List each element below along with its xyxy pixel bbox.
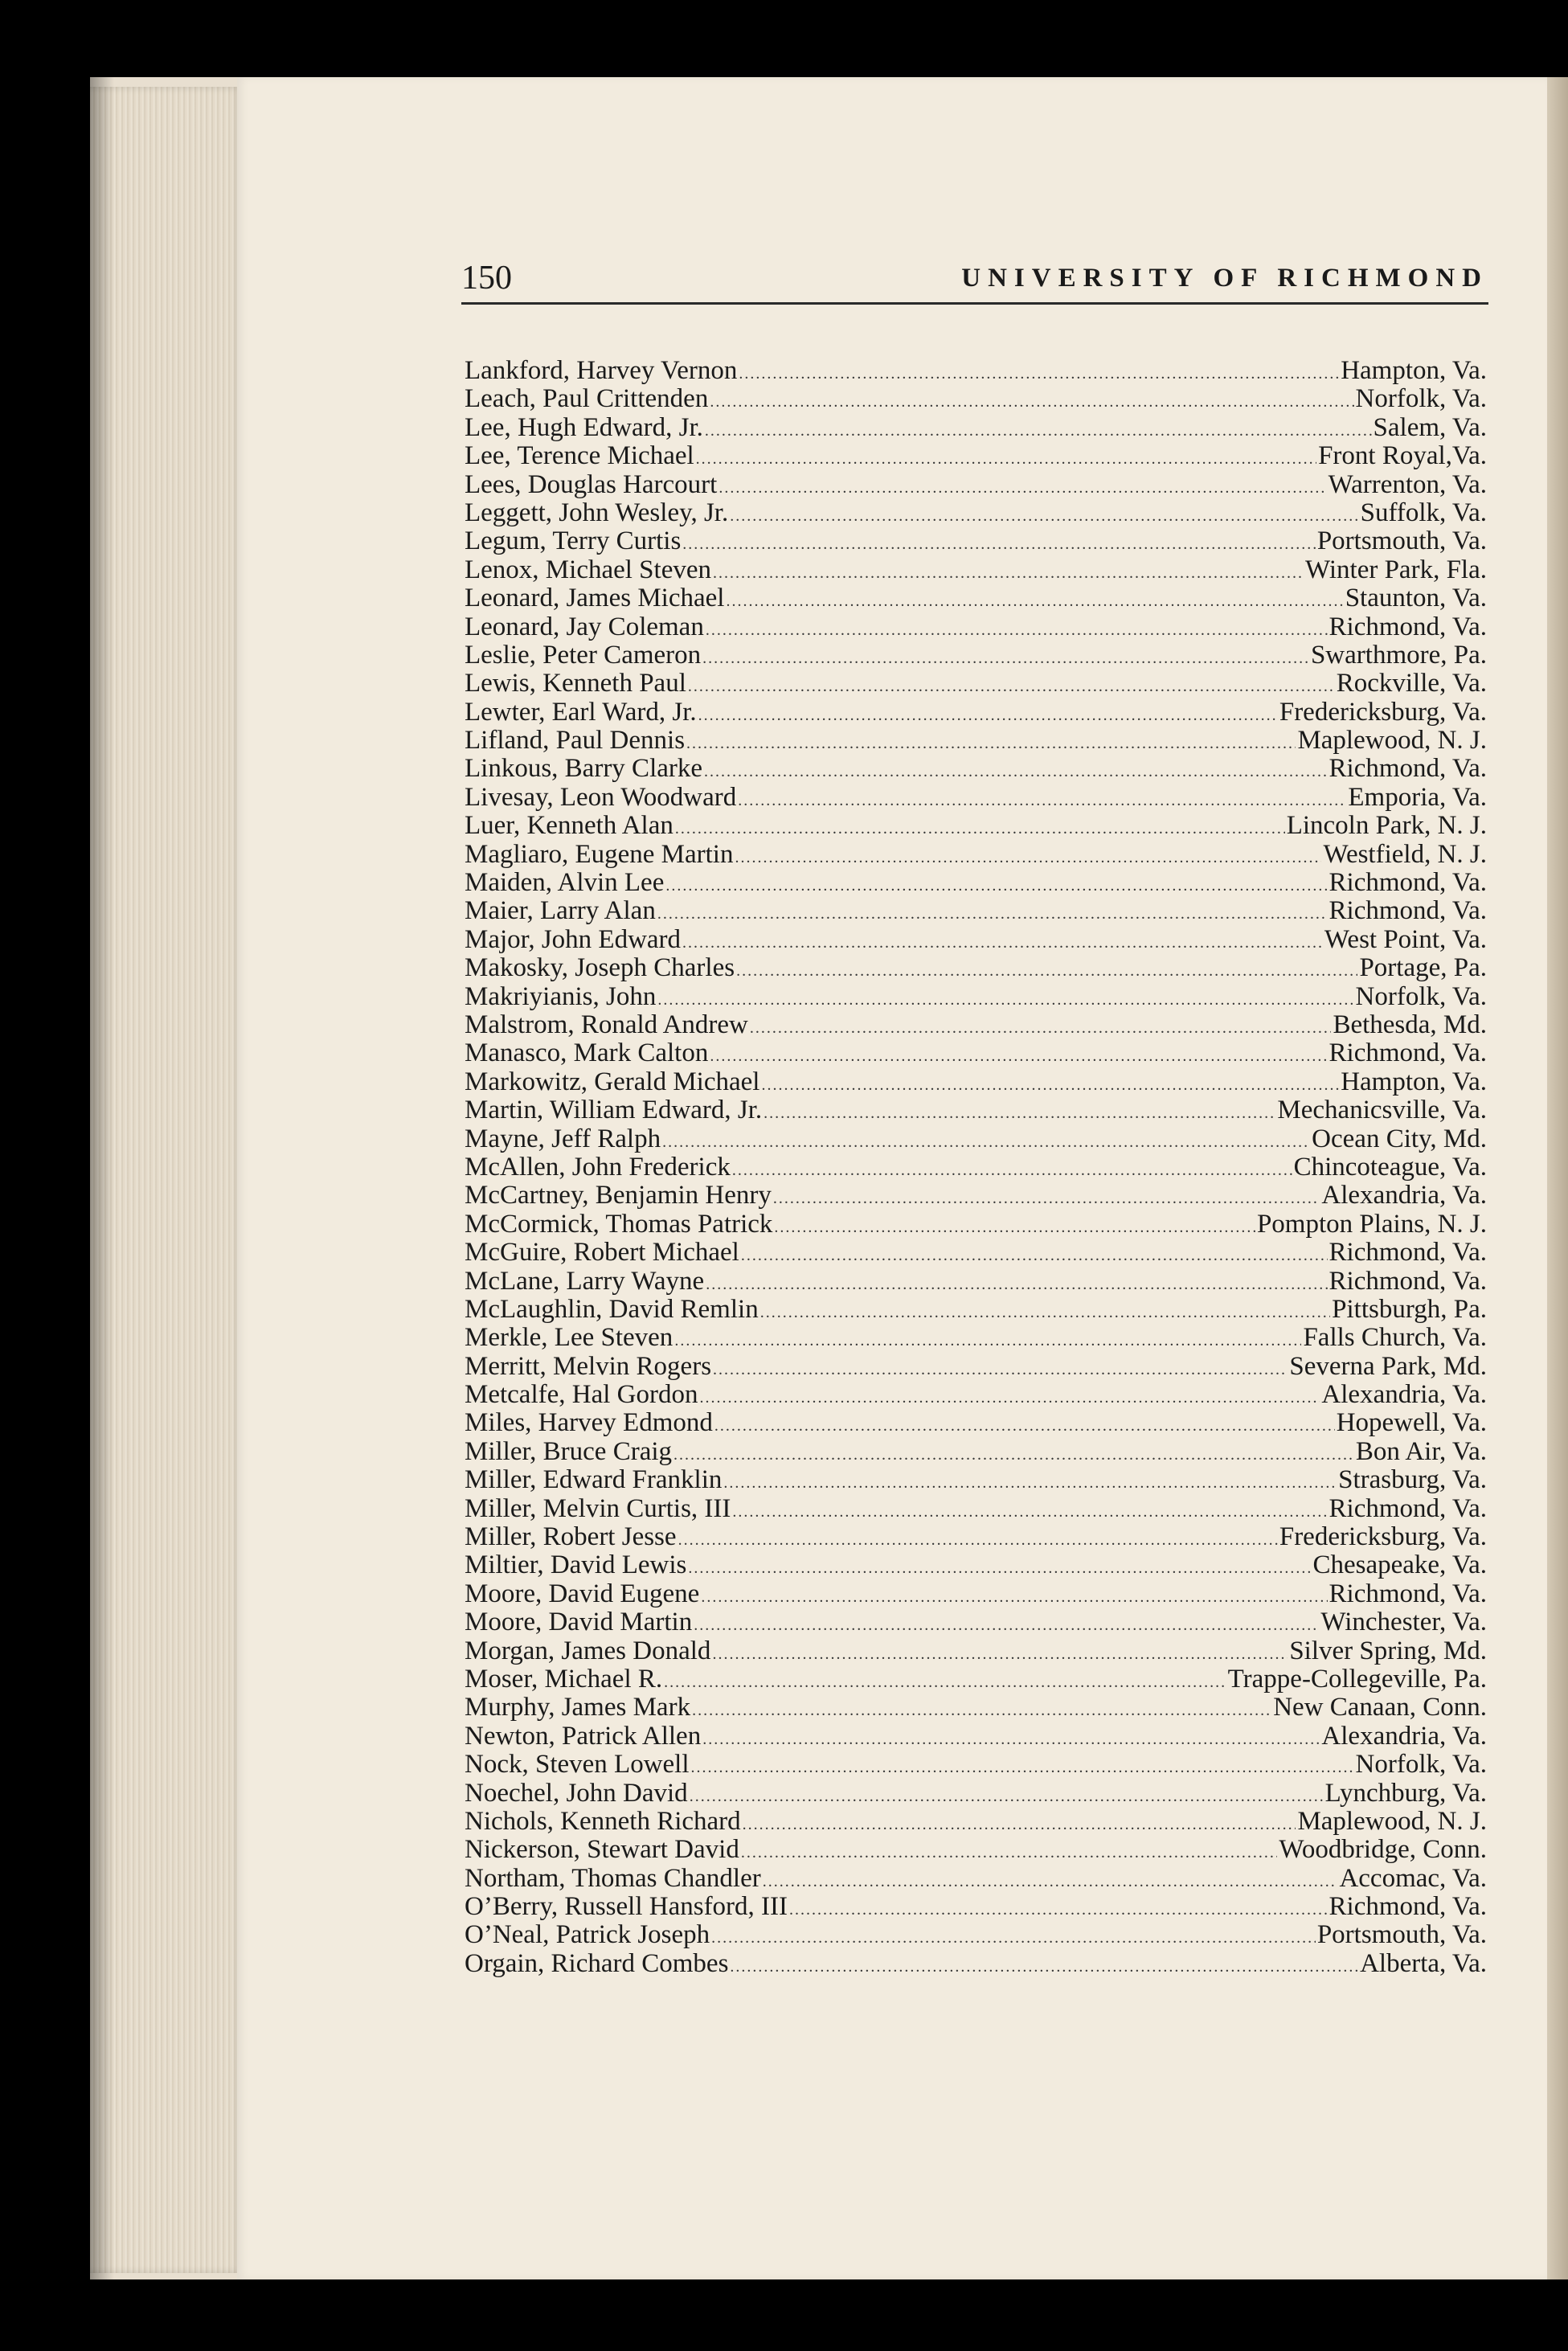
dot-leader bbox=[732, 1157, 1292, 1185]
entry-place: Fredericksburg, Va. bbox=[1279, 1522, 1487, 1552]
list-item bbox=[465, 471, 1487, 499]
entry-place: Alexandria, Va. bbox=[1321, 1721, 1487, 1751]
entry-place: Woodbridge, Conn. bbox=[1279, 1835, 1487, 1865]
entry-name: Lifland, Paul Dennis bbox=[465, 726, 686, 756]
entry-place: Severna Park, Md. bbox=[1289, 1351, 1487, 1381]
entry-name: Nickerson, Stewart David bbox=[465, 1835, 739, 1865]
entry-name: O’Neal, Patrick Joseph bbox=[465, 1920, 710, 1950]
list-item bbox=[465, 1608, 1487, 1636]
entry-name: McLaughlin, David Remlin bbox=[465, 1294, 759, 1324]
list-item bbox=[465, 1381, 1487, 1409]
entry-name: Moore, David Martin bbox=[465, 1608, 693, 1637]
entry-name: Leonard, Jay Coleman bbox=[465, 612, 704, 641]
dot-leader bbox=[730, 502, 1358, 530]
list-item bbox=[465, 983, 1487, 1011]
list-item bbox=[465, 357, 1487, 385]
dot-leader bbox=[675, 815, 1285, 843]
entry-place: Richmond, Va. bbox=[1329, 1493, 1487, 1523]
entry-place: Accomac, Va. bbox=[1339, 1863, 1487, 1893]
entry-place: Winchester, Va. bbox=[1320, 1608, 1487, 1637]
list-item bbox=[465, 1125, 1487, 1153]
dot-leader bbox=[738, 787, 1346, 815]
list-item bbox=[465, 385, 1487, 413]
list-item bbox=[465, 1780, 1487, 1808]
list-item bbox=[465, 442, 1487, 470]
entry-name: Moser, Michael R. bbox=[465, 1664, 663, 1694]
dot-leader bbox=[789, 1896, 1328, 1924]
dot-leader bbox=[664, 1669, 1226, 1697]
dot-leader bbox=[773, 1185, 1320, 1213]
header-rule bbox=[461, 302, 1488, 305]
entry-place: Norfolk, Va. bbox=[1355, 981, 1487, 1011]
entry-name: Moore, David Eugene bbox=[465, 1579, 700, 1608]
entry-name: McGuire, Robert Michael bbox=[465, 1238, 739, 1268]
entry-name: Leslie, Peter Cameron bbox=[465, 640, 702, 670]
dot-leader bbox=[714, 1412, 1335, 1440]
dot-leader bbox=[694, 1612, 1319, 1640]
entry-name: Morgan, James Donald bbox=[465, 1636, 711, 1665]
dot-leader bbox=[713, 1356, 1288, 1384]
list-item bbox=[465, 556, 1487, 584]
entry-name: Lewter, Earl Ward, Jr. bbox=[465, 697, 697, 727]
list-item bbox=[465, 527, 1487, 555]
dot-leader bbox=[699, 1384, 1320, 1412]
dot-leader bbox=[760, 1299, 1330, 1327]
list-item bbox=[465, 1068, 1487, 1096]
entry-place: Richmond, Va. bbox=[1329, 1038, 1487, 1068]
dot-leader bbox=[718, 474, 1326, 502]
entry-name: Noechel, John David bbox=[465, 1778, 688, 1808]
entry-place: Mechanicsville, Va. bbox=[1277, 1096, 1487, 1125]
entry-place: Lincoln Park, N. J. bbox=[1286, 811, 1487, 841]
list-item bbox=[465, 499, 1487, 527]
list-item bbox=[465, 727, 1487, 755]
entry-name: Miller, Melvin Curtis, III bbox=[465, 1493, 731, 1523]
list-item bbox=[465, 1523, 1487, 1551]
entry-place: New Canaan, Conn. bbox=[1273, 1693, 1487, 1722]
entry-name: Miltier, David Lewis bbox=[465, 1550, 687, 1580]
dot-leader bbox=[712, 1640, 1288, 1669]
entry-name: Makriyianis, John bbox=[465, 981, 657, 1011]
entry-name: Magliaro, Eugene Martin bbox=[465, 839, 734, 869]
dot-leader bbox=[761, 1071, 1339, 1100]
list-item bbox=[465, 1836, 1487, 1864]
dot-leader bbox=[739, 360, 1339, 388]
list-item bbox=[465, 1950, 1487, 1978]
entry-place: Pompton Plains, N. J. bbox=[1256, 1209, 1487, 1239]
dot-leader bbox=[701, 1583, 1327, 1612]
entry-name: Leonard, James Michael bbox=[465, 584, 725, 613]
dot-leader bbox=[674, 1327, 1301, 1355]
entry-place: Hampton, Va. bbox=[1341, 356, 1487, 385]
dot-leader bbox=[730, 1953, 1358, 1981]
dot-leader bbox=[696, 445, 1316, 473]
dot-leader bbox=[710, 388, 1353, 416]
dot-leader bbox=[743, 1811, 1296, 1839]
entry-place: Richmond, Va. bbox=[1329, 754, 1487, 784]
entry-name: Nichols, Kenneth Richard bbox=[465, 1806, 741, 1836]
list-item bbox=[465, 841, 1487, 869]
entry-name: Orgain, Richard Combes bbox=[465, 1948, 729, 1978]
entry-name: McCartney, Benjamin Henry bbox=[465, 1181, 772, 1210]
entry-place: Suffolk, Va. bbox=[1360, 498, 1487, 527]
list-item bbox=[465, 1551, 1487, 1579]
entry-place: Lynchburg, Va. bbox=[1324, 1778, 1487, 1808]
list-item bbox=[465, 1665, 1487, 1694]
list-item bbox=[465, 1722, 1487, 1751]
entry-name: Murphy, James Mark bbox=[465, 1693, 691, 1722]
dot-leader bbox=[662, 1128, 1310, 1157]
list-item bbox=[465, 1865, 1487, 1893]
list-item bbox=[465, 1182, 1487, 1210]
entry-place: Portage, Pa. bbox=[1359, 953, 1487, 983]
dot-leader bbox=[741, 1242, 1328, 1270]
entry-place: Staunton, Va. bbox=[1345, 584, 1487, 613]
list-item bbox=[465, 1296, 1487, 1324]
dot-leader bbox=[682, 929, 1323, 957]
entry-name: Lenox, Michael Steven bbox=[465, 555, 711, 584]
entry-name: Northam, Thomas Chandler bbox=[465, 1863, 761, 1893]
list-item bbox=[465, 1751, 1487, 1779]
entry-name: Merritt, Melvin Rogers bbox=[465, 1351, 712, 1381]
list-item bbox=[465, 670, 1487, 698]
list-item bbox=[465, 1637, 1487, 1665]
list-item bbox=[465, 1893, 1487, 1921]
entry-place: Portsmouth, Va. bbox=[1316, 1920, 1487, 1950]
entry-name: Leach, Paul Crittenden bbox=[465, 384, 709, 414]
entry-name: Mayne, Jeff Ralph bbox=[465, 1124, 661, 1153]
dot-leader bbox=[764, 1100, 1275, 1128]
entry-place: Trappe-Collegeville, Pa. bbox=[1227, 1664, 1487, 1694]
list-item bbox=[465, 414, 1487, 442]
entry-name: Lankford, Harvey Vernon bbox=[465, 356, 738, 385]
entry-name: Miller, Edward Franklin bbox=[465, 1465, 723, 1495]
list-item bbox=[465, 1466, 1487, 1494]
entry-name: Lewis, Kenneth Paul bbox=[465, 669, 686, 698]
dot-leader bbox=[736, 957, 1357, 985]
entry-name: Lee, Hugh Edward, Jr. bbox=[465, 412, 703, 442]
list-item bbox=[465, 869, 1487, 897]
entry-place: Alberta, Va. bbox=[1360, 1948, 1487, 1978]
list-item bbox=[465, 1921, 1487, 1949]
entry-name: Major, John Edward bbox=[465, 924, 682, 954]
entry-place: Richmond, Va. bbox=[1329, 612, 1487, 641]
list-item bbox=[465, 1011, 1487, 1039]
entry-place: Front Royal,Va. bbox=[1318, 441, 1487, 471]
list-item bbox=[465, 1409, 1487, 1437]
entry-name: Makosky, Joseph Charles bbox=[465, 953, 735, 983]
entry-place: Bon Air, Va. bbox=[1355, 1436, 1487, 1466]
entry-place: Norfolk, Va. bbox=[1355, 384, 1487, 414]
entry-place: Ocean City, Md. bbox=[1312, 1124, 1487, 1153]
entry-place: Strasburg, Va. bbox=[1338, 1465, 1487, 1495]
page-right-edge bbox=[1547, 77, 1568, 2279]
list-item bbox=[465, 613, 1487, 641]
entry-name: Leggett, John Wesley, Jr. bbox=[465, 498, 729, 527]
entry-name: Maier, Larry Alan bbox=[465, 896, 656, 926]
list-item bbox=[465, 954, 1487, 982]
entry-place: Warrenton, Va. bbox=[1328, 469, 1487, 499]
list-item bbox=[465, 1153, 1487, 1182]
list-item bbox=[465, 897, 1487, 925]
dot-leader bbox=[732, 1498, 1327, 1526]
dot-leader bbox=[702, 1726, 1320, 1754]
entry-place: Richmond, Va. bbox=[1329, 868, 1487, 898]
dot-leader bbox=[723, 1469, 1337, 1497]
entry-place: Westfield, N. J. bbox=[1323, 839, 1487, 869]
list-item bbox=[465, 1808, 1487, 1836]
dot-leader bbox=[698, 702, 1278, 730]
dot-leader bbox=[690, 1783, 1324, 1811]
entry-place: Falls Church, Va. bbox=[1303, 1323, 1487, 1353]
entry-place: Hampton, Va. bbox=[1341, 1067, 1487, 1096]
entry-name: O’Berry, Russell Hansford, III bbox=[465, 1892, 788, 1922]
entry-place: Chincoteague, Va. bbox=[1293, 1152, 1487, 1182]
entry-place: Chesapeake, Va. bbox=[1312, 1550, 1487, 1580]
dot-leader bbox=[657, 986, 1353, 1014]
list-item bbox=[465, 1438, 1487, 1466]
directory-list bbox=[465, 357, 1487, 1978]
entry-place: Bethesda, Md. bbox=[1333, 1010, 1487, 1039]
entry-place: Richmond, Va. bbox=[1329, 1238, 1487, 1268]
entry-place: Richmond, Va. bbox=[1329, 1266, 1487, 1296]
list-item bbox=[465, 1580, 1487, 1608]
entry-name: Luer, Kenneth Alan bbox=[465, 811, 673, 841]
spine-shadow bbox=[90, 77, 114, 2279]
entry-name: Maiden, Alvin Lee bbox=[465, 868, 665, 898]
entry-name: Metcalfe, Hal Gordon bbox=[465, 1380, 698, 1410]
running-head: UNIVERSITY OF RICHMOND bbox=[961, 264, 1488, 293]
entry-name: Manasco, Mark Calton bbox=[465, 1038, 709, 1068]
entry-name: Miller, Bruce Craig bbox=[465, 1436, 673, 1466]
dot-leader bbox=[711, 1924, 1316, 1952]
entry-name: Miles, Harvey Edmond bbox=[465, 1408, 713, 1438]
list-item bbox=[465, 755, 1487, 783]
dot-leader bbox=[774, 1214, 1255, 1242]
entry-name: Legum, Terry Curtis bbox=[465, 526, 682, 556]
list-item bbox=[465, 1268, 1487, 1296]
list-item bbox=[465, 1353, 1487, 1381]
entry-name: Newton, Patrick Allen bbox=[465, 1721, 702, 1751]
list-item bbox=[465, 1495, 1487, 1523]
dot-leader bbox=[682, 530, 1316, 559]
entry-place: Salem, Va. bbox=[1373, 412, 1487, 442]
dot-leader bbox=[702, 645, 1309, 673]
dot-leader bbox=[741, 1839, 1278, 1867]
dot-leader bbox=[726, 588, 1343, 616]
list-item bbox=[465, 584, 1487, 612]
dot-leader bbox=[706, 1271, 1327, 1299]
entry-place: West Point, Va. bbox=[1324, 924, 1487, 954]
dot-leader bbox=[735, 844, 1321, 872]
dot-leader bbox=[704, 758, 1327, 786]
dot-leader bbox=[665, 872, 1327, 900]
dot-leader bbox=[657, 900, 1328, 928]
list-item bbox=[465, 784, 1487, 812]
dot-leader bbox=[713, 559, 1304, 588]
entry-place: Richmond, Va. bbox=[1329, 896, 1487, 926]
entry-place: Maplewood, N. J. bbox=[1297, 1806, 1487, 1836]
dot-leader bbox=[673, 1441, 1354, 1469]
entry-place: Hopewell, Va. bbox=[1336, 1408, 1487, 1438]
entry-name: Malstrom, Ronald Andrew bbox=[465, 1010, 748, 1039]
dot-leader bbox=[686, 730, 1296, 758]
entry-place: Silver Spring, Md. bbox=[1289, 1636, 1487, 1665]
list-item bbox=[465, 926, 1487, 954]
list-item bbox=[465, 1694, 1487, 1722]
entry-name: Martin, William Edward, Jr. bbox=[465, 1096, 763, 1125]
dot-leader bbox=[688, 1554, 1311, 1583]
entry-name: Merkle, Lee Steven bbox=[465, 1323, 673, 1353]
entry-name: Miller, Robert Jesse bbox=[465, 1522, 677, 1552]
entry-place: Richmond, Va. bbox=[1329, 1892, 1487, 1922]
entry-name: McCormick, Thomas Patrick bbox=[465, 1209, 773, 1239]
entry-place: Winter Park, Fla. bbox=[1305, 555, 1487, 584]
list-item bbox=[465, 1324, 1487, 1352]
entry-place: Portsmouth, Va. bbox=[1316, 526, 1487, 556]
entry-place: Pittsburgh, Pa. bbox=[1332, 1294, 1487, 1324]
entry-place: Rockville, Va. bbox=[1336, 669, 1487, 698]
dot-leader bbox=[763, 1868, 1338, 1896]
entry-place: Norfolk, Va. bbox=[1355, 1750, 1487, 1780]
dot-leader bbox=[706, 616, 1328, 645]
list-item bbox=[465, 641, 1487, 670]
entry-place: Richmond, Va. bbox=[1329, 1579, 1487, 1608]
dot-leader bbox=[688, 673, 1335, 701]
entry-name: McAllen, John Frederick bbox=[465, 1152, 731, 1182]
entry-name: Lees, Douglas Harcourt bbox=[465, 469, 718, 499]
dot-leader bbox=[691, 1754, 1354, 1782]
dot-leader bbox=[750, 1014, 1332, 1042]
dot-leader bbox=[678, 1526, 1278, 1554]
entry-name: McLane, Larry Wayne bbox=[465, 1266, 705, 1296]
entry-name: Lee, Terence Michael bbox=[465, 441, 694, 471]
entry-name: Nock, Steven Lowell bbox=[465, 1750, 690, 1780]
entry-place: Alexandria, Va. bbox=[1321, 1181, 1487, 1210]
entry-name: Livesay, Leon Woodward bbox=[465, 782, 737, 812]
dot-leader bbox=[710, 1042, 1327, 1071]
entry-place: Fredericksburg, Va. bbox=[1279, 697, 1487, 727]
list-item bbox=[465, 1096, 1487, 1124]
dot-leader bbox=[705, 417, 1372, 445]
entry-name: Linkous, Barry Clarke bbox=[465, 754, 703, 784]
list-item bbox=[465, 1039, 1487, 1067]
entry-place: Alexandria, Va. bbox=[1321, 1380, 1487, 1410]
entry-place: Emporia, Va. bbox=[1348, 782, 1487, 812]
list-item bbox=[465, 812, 1487, 840]
list-item bbox=[465, 1210, 1487, 1239]
entry-place: Maplewood, N. J. bbox=[1297, 726, 1487, 756]
entry-place: Swarthmore, Pa. bbox=[1310, 640, 1487, 670]
list-item bbox=[465, 698, 1487, 727]
entry-name: Markowitz, Gerald Michael bbox=[465, 1067, 760, 1096]
page-header bbox=[461, 259, 1488, 299]
page-number: 150 bbox=[461, 260, 512, 297]
list-item bbox=[465, 1239, 1487, 1267]
dot-leader bbox=[692, 1697, 1271, 1725]
